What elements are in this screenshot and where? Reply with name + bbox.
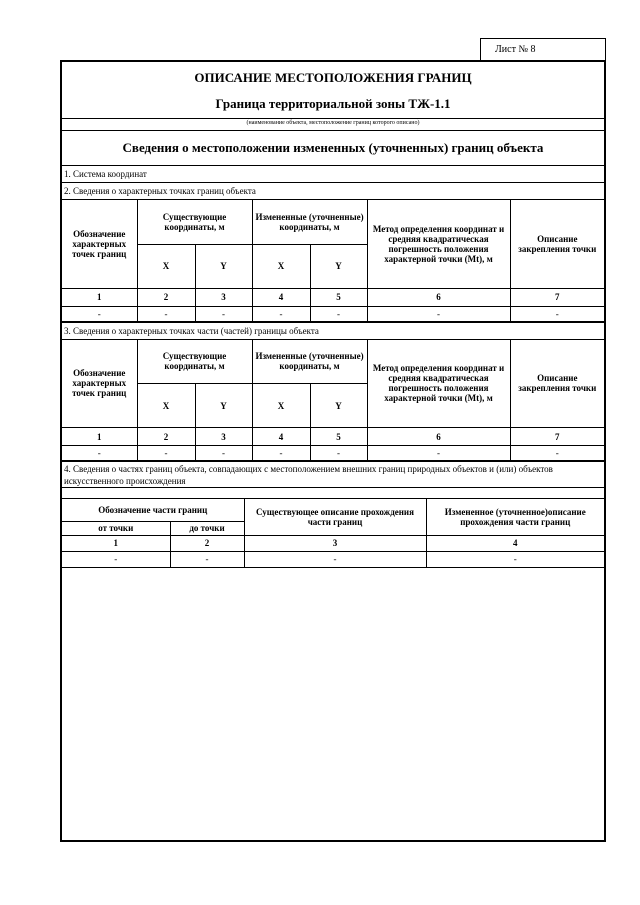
table-cell: - [62, 551, 170, 567]
col-number: 4 [426, 535, 604, 551]
col-to-point: до точки [170, 521, 244, 535]
col-x: X [137, 384, 195, 428]
col-part-designation: Обозначение части границ [62, 499, 244, 521]
sheet-number: Лист № 8 [480, 38, 606, 60]
parts-table [62, 499, 604, 568]
spacer [62, 488, 604, 499]
col-number: 3 [195, 428, 252, 446]
col-number: 6 [367, 288, 510, 306]
col-x: X [252, 384, 310, 428]
section-coordinate-system: 1. Система координат [62, 166, 604, 183]
points-table [62, 200, 604, 322]
col-designation: Обозначение характерных точек границ [62, 200, 137, 288]
table-cell: - [137, 306, 195, 321]
table-cell: - [510, 446, 604, 461]
section-points: 2. Сведения о характерных точках границ объекта [62, 183, 604, 200]
col-number: 2 [137, 288, 195, 306]
col-number: 1 [62, 288, 137, 306]
document-title: ОПИСАНИЕ МЕСТОПОЛОЖЕНИЯ ГРАНИЦ [194, 70, 472, 85]
col-from-point: от точки [62, 521, 170, 535]
table-cell: - [510, 306, 604, 321]
col-description: Описание закрепления точки [510, 340, 604, 428]
col-y: Y [310, 244, 367, 288]
table-cell: - [310, 446, 367, 461]
col-designation: Обозначение характерных точек границ [62, 340, 137, 428]
document-frame [60, 60, 606, 842]
col-changed-coords: Измененные (уточненные) координаты, м [252, 340, 367, 384]
table-cell: - [195, 306, 252, 321]
col-number: 2 [137, 428, 195, 446]
col-method: Метод определения координат и средняя квадратическая погрешность положения характерной точки (Mt), м [367, 200, 510, 288]
table-cell: - [170, 551, 244, 567]
col-number: 1 [62, 535, 170, 551]
table-cell: - [426, 551, 604, 567]
col-number: 7 [510, 288, 604, 306]
col-number: 1 [62, 428, 137, 446]
section-parts: 4. Сведения о частях границ объекта, совпадающих с местоположением внешних границ природных объектов и (или) объектов искусственного происхождения [62, 461, 604, 488]
part-points-table [62, 340, 604, 462]
document-subtitle: Граница территориальной зоны ТЖ-1.1 [215, 96, 451, 111]
col-x: X [137, 244, 195, 288]
col-number: 4 [252, 428, 310, 446]
col-number: 6 [367, 428, 510, 446]
table-cell: - [62, 306, 137, 321]
table-cell: - [252, 446, 310, 461]
col-number: 7 [510, 428, 604, 446]
table-cell: - [244, 551, 426, 567]
col-number: 3 [195, 288, 252, 306]
section-heading: Сведения о местоположении измененных (уточненных) границ объекта [62, 130, 604, 166]
col-existing-coords: Существующие координаты, м [137, 340, 252, 384]
col-description: Описание закрепления точки [510, 200, 604, 288]
subtitle-note: (наименование объекта, местоположение границ которого описано) [62, 118, 604, 128]
col-number: 3 [244, 535, 426, 551]
table-cell: - [62, 446, 137, 461]
col-changed-description: Измененное (уточненное)описание прохождения части границ [426, 499, 604, 535]
table-cell: - [367, 306, 510, 321]
col-number: 2 [170, 535, 244, 551]
table-cell: - [137, 446, 195, 461]
col-number: 5 [310, 288, 367, 306]
col-y: Y [195, 244, 252, 288]
table-cell: - [252, 306, 310, 321]
section-part-points: 3. Сведения о характерных точках части (частей) границы объекта [62, 322, 604, 340]
col-existing-description: Существующее описание прохождения части границ [244, 499, 426, 535]
col-y: Y [195, 384, 252, 428]
col-existing-coords: Существующие координаты, м [137, 200, 252, 244]
table-cell: - [367, 446, 510, 461]
col-number: 4 [252, 288, 310, 306]
table-cell: - [195, 446, 252, 461]
col-x: X [252, 244, 310, 288]
col-changed-coords: Измененные (уточненные) координаты, м [252, 200, 367, 244]
col-number: 5 [310, 428, 367, 446]
col-y: Y [310, 384, 367, 428]
table-cell: - [310, 306, 367, 321]
col-method: Метод определения координат и средняя квадратическая погрешность положения характерной точки (Mt), м [367, 340, 510, 428]
